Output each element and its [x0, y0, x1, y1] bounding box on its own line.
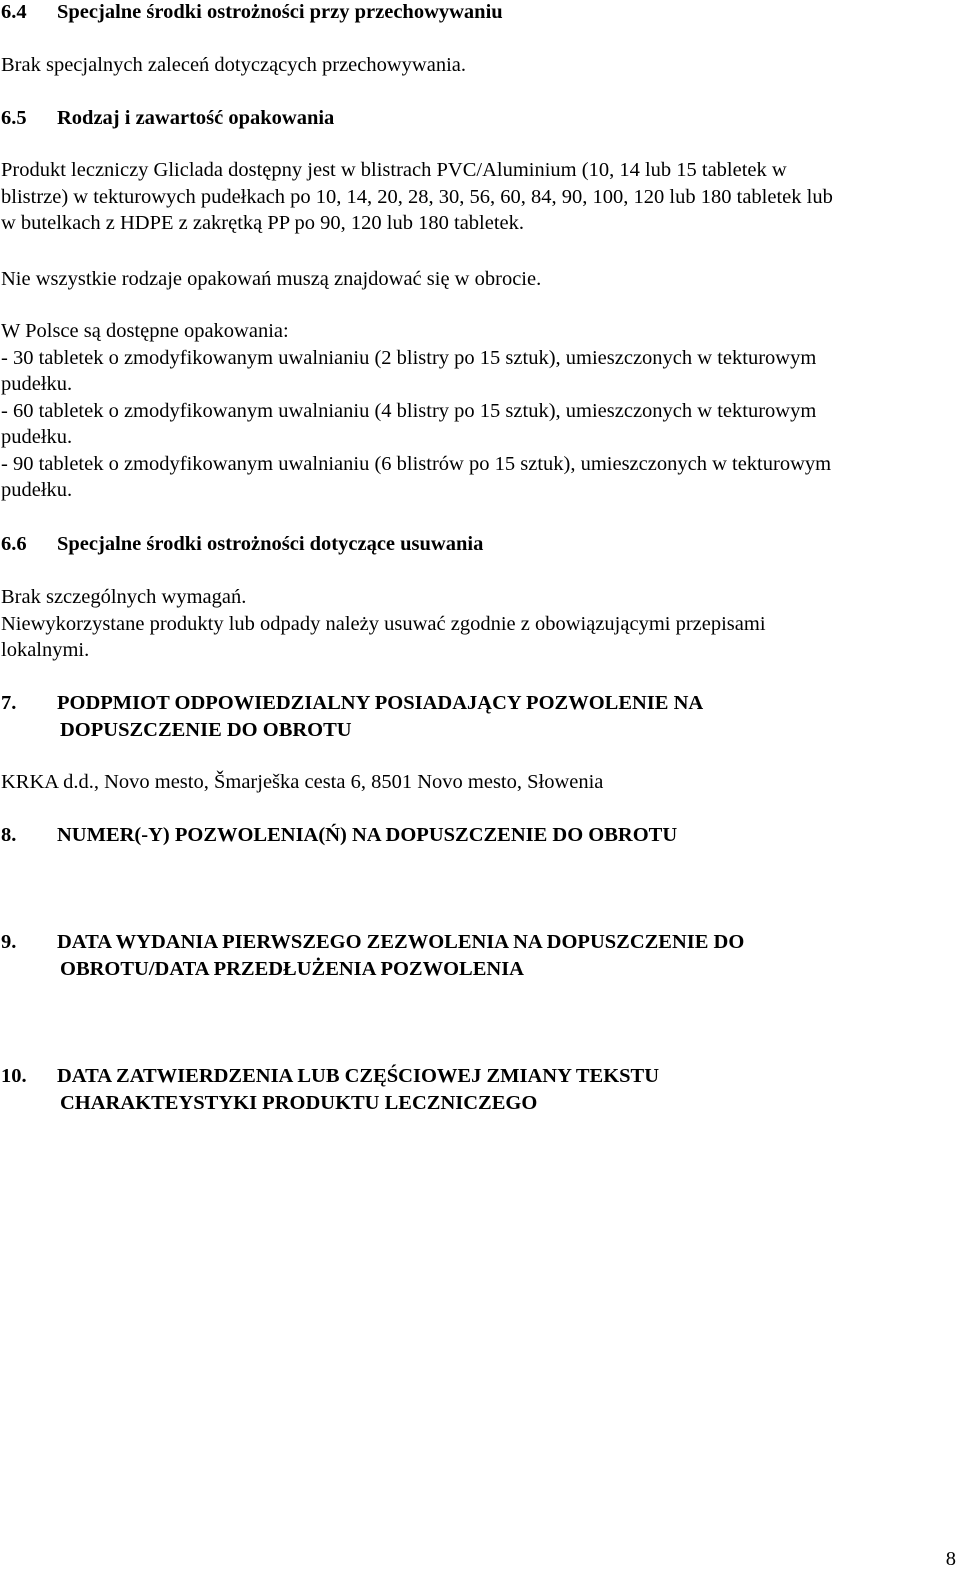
list-item: - 30 tabletek o zmodyfikowanym uwalnianiu (2 blistry po 15 sztuk), umieszczonych w tekturowym [1, 346, 817, 369]
text-line: pudełku. [1, 479, 73, 501]
section-title-continuation: DOPUSZCZENIE DO OBROTU [60, 718, 352, 741]
section-number: 7. [1, 692, 17, 714]
text-line: lokalnymi. [1, 639, 90, 661]
section-6-4-heading [1, 0, 946, 26]
text-line: Produkt leczniczy Gliclada dostępny jest w blistrach PVC/Aluminium (10, 14 lub 15 tabletek w [1, 159, 787, 181]
section-number: 9. [1, 931, 17, 953]
section-title: Rodzaj i zawartość opakowania [57, 107, 335, 129]
section-9-heading [1, 929, 946, 982]
text-line: pudełku. [1, 373, 73, 395]
section-title: DATA WYDANIA PIERWSZEGO ZEZWOLENIA NA DOPUSZCZENIE DO [57, 931, 745, 953]
section-6-4-body: Brak specjalnych zaleceń dotyczących przechowywania. [1, 54, 466, 76]
section-6-5-poland-packs [1, 318, 946, 504]
text-line: w butelkach z HDPE z zakrętką PP po 90, 120 lub 180 tabletek. [1, 212, 525, 234]
section-8-heading [1, 822, 946, 849]
section-6-6-body [1, 584, 946, 664]
section-number: 6.5 [1, 107, 27, 129]
text-line: pudełku. [1, 426, 73, 448]
text-line: W Polsce są dostępne opakowania: [1, 320, 289, 342]
text-line: Brak szczególnych wymagań. [1, 586, 247, 608]
section-title-continuation: OBROTU/DATA PRZEDŁUŻENIA POZWOLENIA [60, 957, 524, 980]
section-6-5-market-note: Nie wszystkie rodzaje opakowań muszą znajdować się w obrocie. [1, 268, 542, 290]
section-7-body: KRKA d.d., Novo mesto, Šmarješka cesta 6, 8501 Novo mesto, Słowenia [1, 771, 604, 793]
section-10-heading [1, 1063, 946, 1116]
section-title-continuation: CHARAKTEYSTYKI PRODUKTU LECZNICZEGO [60, 1091, 538, 1114]
section-title: PODPMIOT ODPOWIEDZIALNY POSIADAJĄCY POZWOLENIE NA [57, 692, 704, 714]
section-title: Specjalne środki ostrożności dotyczące usuwania [57, 533, 484, 555]
section-number: 10. [1, 1065, 27, 1087]
section-title: DATA ZATWIERDZENIA LUB CZĘŚCIOWEJ ZMIANY TEKSTU [57, 1065, 660, 1087]
section-6-6-heading [1, 531, 946, 558]
section-7-heading [1, 690, 946, 743]
section-number: 6.4 [1, 1, 27, 23]
section-6-5-packaging-paragraph [1, 157, 946, 237]
section-number: 6.6 [1, 533, 27, 555]
section-6-5-heading [1, 105, 946, 132]
text-line: Niewykorzystane produkty lub odpady należy usuwać zgodnie z obowiązującymi przepisami [1, 612, 766, 635]
list-item: - 90 tabletek o zmodyfikowanym uwalnianiu (6 blistrów po 15 sztuk), umieszczonych w tekturowym [1, 452, 832, 475]
text-line: blistrze) w tekturowych pudełkach po 10, 14, 20, 28, 30, 56, 60, 84, 90, 100, 120 lub 180 tabletek lub [1, 185, 833, 208]
page-number: 8 [945, 1548, 956, 1570]
section-title: Specjalne środki ostrożności przy przechowywaniu [57, 1, 503, 23]
list-item: - 60 tabletek o zmodyfikowanym uwalnianiu (4 blistry po 15 sztuk), umieszczonych w tekturowym [1, 399, 817, 422]
section-title: NUMER(-Y) POZWOLENIA(Ń) NA DOPUSZCZENIE DO OBROTU [57, 824, 678, 846]
section-number: 8. [1, 824, 17, 846]
